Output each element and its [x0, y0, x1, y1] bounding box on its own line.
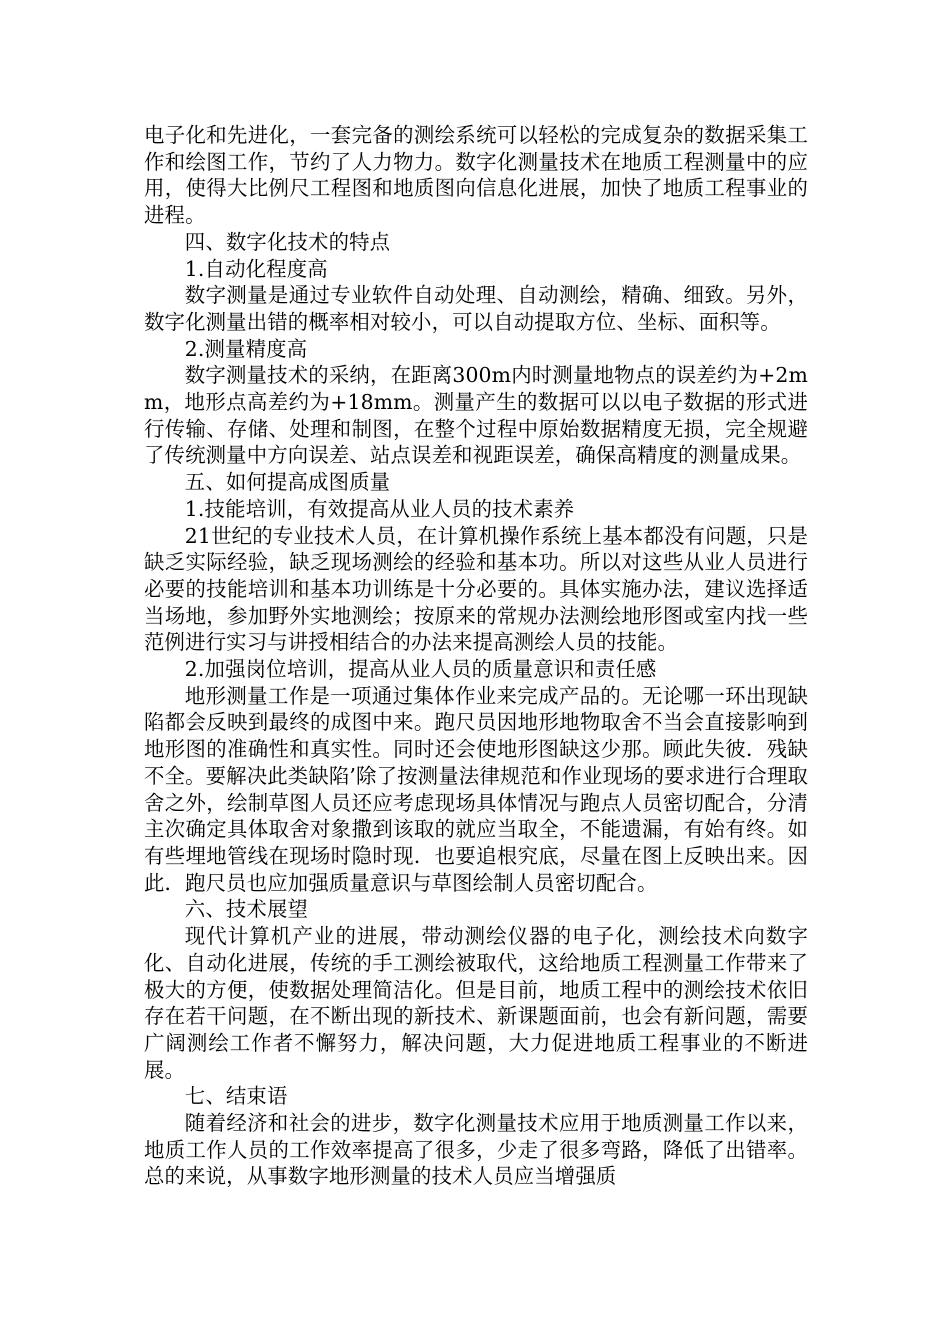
subheading-post-training: 2.加强岗位培训，提高从业人员的质量意识和责任感	[184, 657, 657, 682]
paragraph-automation: 数字测量是通过专业软件自动处理、自动测绘，精确、细致。另外，数字化测量出错的概率相对较小，可以自动提取方位、坐标、面积等。	[144, 283, 808, 334]
subheading-skill-training: 1.技能培训，有效提高从业人员的技术素养	[184, 496, 575, 521]
paragraph-intro-continuation: 电子化和先进化，一套完备的测绘系统可以轻松的完成复杂的数据采集工作和绘图工作，节约了人力物力。数字化测量技术在地质工程测量中的应用，使得大比例尺工程图和地质图向信息化进展，加快了地质工程事业的进程。	[144, 123, 808, 228]
section-heading-digital-features: 四、数字化技术的特点	[184, 229, 391, 254]
section-heading-outlook: 六、技术展望	[184, 897, 309, 922]
section-heading-quality: 五、如何提高成图质量	[184, 470, 391, 495]
paragraph-precision: 数字测量技术的采纳，在距离300m内时测量地物点的误差约为+2mm，地形点高差约为+18mm。测量产生的数据可以以电子数据的形式进行传输、存储、处理和制图，在整个过程中原始数据精度无损，完全规避了传统测量中方向误差、站点误差和视距误差，确保高精度的测量成果。	[144, 363, 808, 468]
paragraph-skill-training: 21世纪的专业技术人员，在计算机操作系统上基本都没有问题，只是缺乏实际经验，缺乏现场测绘的经验和基本功。所以对这些从业人员进行必要的技能培训和基本功训练是十分必要的。具体实施办法，建议选择适当场地，参加野外实地测绘；按原来的常规办法测绘地形图或室内找一些范例进行实习与讲授相结合的办法来提高测绘人员的技能。	[144, 523, 808, 655]
subheading-automation: 1.自动化程度高	[184, 256, 328, 281]
subheading-precision: 2.测量精度高	[184, 336, 308, 361]
document-body	[144, 122, 808, 1190]
paragraph-post-training: 地形测量工作是一项通过集体作业来完成产品的。无论哪一环出现缺陷都会反映到最终的成图中来。跑尺员因地形地物取舍不当会直接影响到地形图的准确性和真实性。同时还会使地形图缺这少那。顾此失彼．残缺不全。要解决此类缺陷’除了按测量法律规范和作业现场的要求进行合理取舍之外，绘制草图人员还应考虑现场具体情况与跑点人员密切配合，分清主次确定具体取舍对象撒到该取的就应当取全，不能遗漏，有始有终。如有些埋地管线在现场时隐时现．也要追根究底，尽量在图上反映出来。因此．跑尺员也应加强质量意识与草图绘制人员密切配合。	[144, 683, 808, 895]
paragraph-outlook: 现代计算机产业的进展，带动测绘仪器的电子化，测绘技术向数字化、自动化进展，传统的手工测绘被取代，这给地质工程测量工作带来了极大的方便，使数据处理简洁化。但是目前，地质工程中的测绘技术依旧存在若干问题，在不断出现的新技术、新课题面前，也会有新问题，需要广阔测绘工作者不懈努力，解决问题，大力促进地质工程事业的不断进展。	[144, 924, 808, 1082]
section-heading-conclusion: 七、结束语	[184, 1084, 288, 1109]
paragraph-conclusion: 随着经济和社会的进步，数字化测量技术应用于地质测量工作以来，地质工作人员的工作效率提高了很多，少走了很多弯路，降低了出错率。总的来说，从事数字地形测量的技术人员应当增强质	[144, 1111, 808, 1189]
